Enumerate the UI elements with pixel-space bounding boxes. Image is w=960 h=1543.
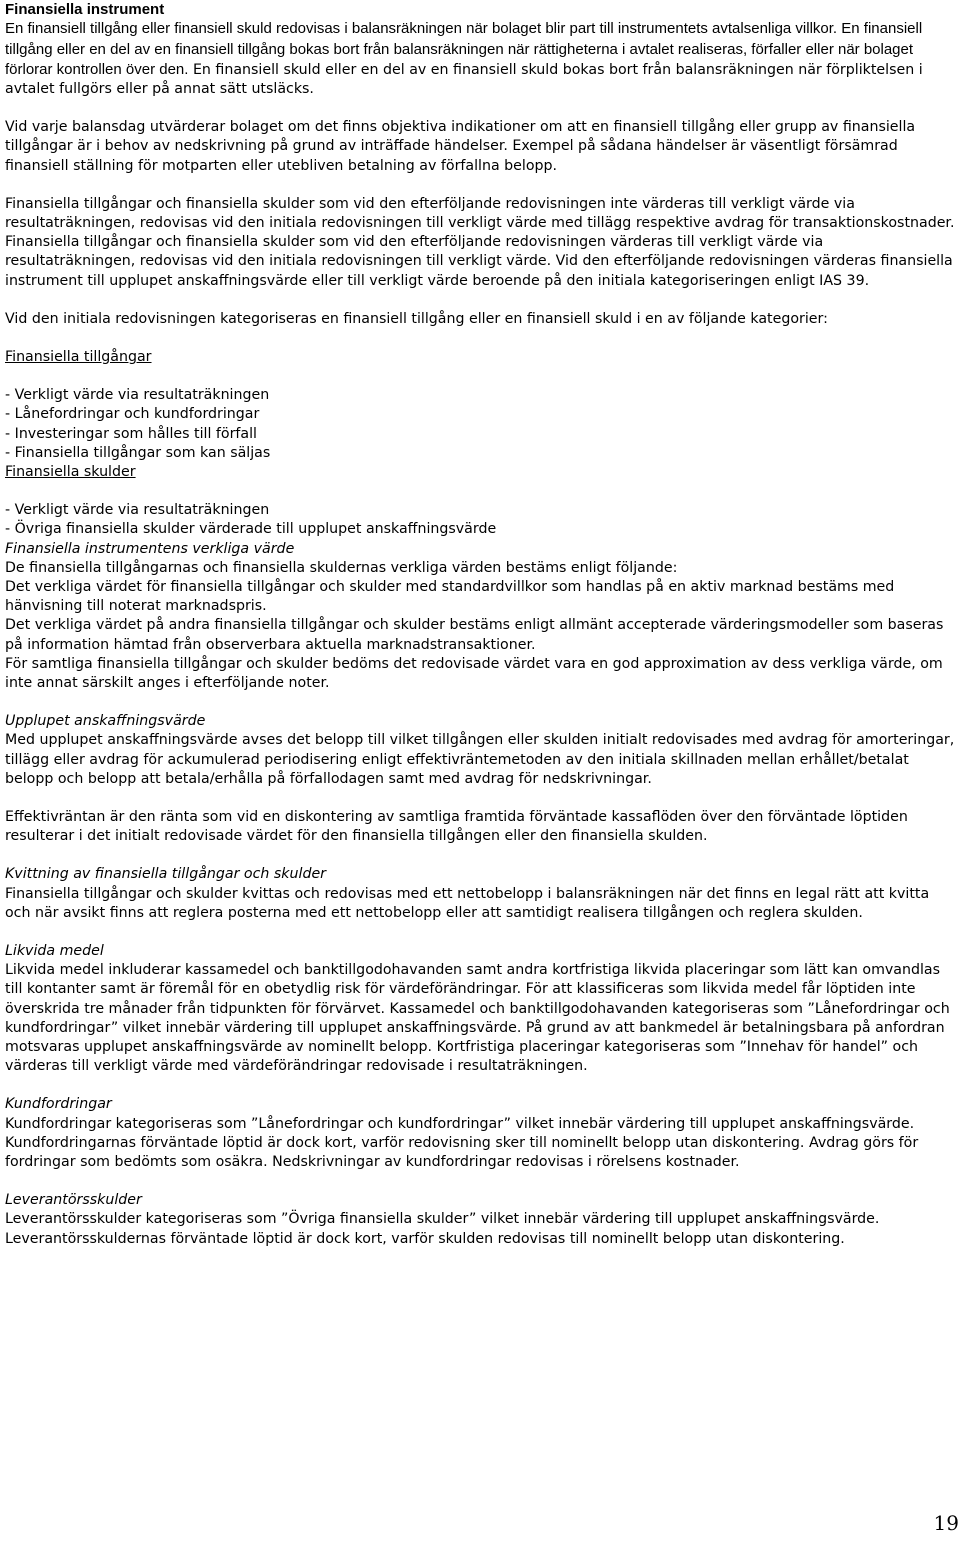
amortized-cost-text: Med upplupet anskaffningsvärde avses det belopp till vilket tillgången eller skulden initialt redovisades med avdrag för amorteringar, tillägg eller avdrag för ackumulerad periodisering enligt effektivräntemetoden av den initiala skillnaden mellan erhållet/betalat belopp och belopp att betala/erhålla på förfallodagen samt med avdrag för nedskrivningar. [5,732,955,787]
fair-value-line: De finansiella tillgångarnas och finansiella skuldernas verkliga värden bestäms enligt följande: [5,559,678,576]
intro-text-part-1: En finansiell tillgång eller finansiell skuld redovisas i balansräkningen när bolaget blir part till instrumentets avtalsenliga villkor. En finansiell tillgång eller en del av en finansiell tillgång bokas bort från balansräkningen när rättigheterna i avtalet realiseras, förfaller eller när bolaget förlorar kontrollen över den. [5,20,923,78]
intro-text-part-2: En finansiell skuld eller en del av en finansiell skuld bokas bort från balansräkningen när förpliktelsen i avtalet fullgörs eller på annat sätt utsläcks. [5,61,923,97]
receivables-section [5,1095,957,1172]
page-number: 19 [933,1511,959,1535]
assets-list [5,386,957,463]
offsetting-section [5,865,957,923]
fair-value-line: Det verkliga värdet på andra finansiella tillgångar och skulder bestäms enligt allmänt accepterade värderingsmodeller som baseras på information hämtad från observerbara aktuella marknadstransaktioner. [5,617,944,653]
fair-value-section [5,540,957,694]
liabilities-list [5,501,957,539]
section-heading: Finansiella instrument [5,1,165,18]
categories-intro: Vid den initiala redovisningen kategoriseras en finansiell tillgång eller en finansiell skuld i en av följande kategorier: [5,310,828,327]
cash-section [5,942,957,1076]
payables-text: Leverantörsskulder kategoriseras som ”Övriga finansiella skulder” vilket innebär värdering till upplupet anskaffningsvärde. Leverantörsskuldernas förväntade löptid är dock kort, varför skulden redovisas till nominellt belopp utan diskontering. [5,1211,880,1247]
payables-heading: Leverantörsskulder [5,1192,142,1209]
offsetting-text: Finansiella tillgångar och skulder kvittas och redovisas med ett nettobelopp i balansräkningen när det finns en legal rätt att kvitta och när avsikt finns att reglera posterna med ett nettobelopp eller att samtidigt realisera tillgången och reglera skulden. [5,885,930,921]
document-page [5,0,957,1249]
fair-value-line: För samtliga finansiella tillgångar och skulder bedöms det redovisade värdet vara en god approximation av dess verkliga värde, om inte annat särskilt anges i efterföljande noter. [5,655,943,691]
list-item: - Investeringar som hålles till förfall [5,425,258,442]
effective-rate-paragraph: Effektivräntan är den ränta som vid en diskontering av samtliga framtida förväntade kassaflöden över den förväntade löptiden resulterar i det initialt redovisade värdet för den finansiella tillgången eller den finansiella skulden. [5,809,908,845]
fair-value-heading: Finansiella instrumentens verkliga värde [5,540,295,557]
assets-heading: Finansiella tillgångar [5,348,152,365]
initial-recognition-paragraph [5,195,957,291]
amortized-cost-section [5,712,957,789]
list-item: - Finansiella tillgångar som kan säljas [5,444,271,461]
list-item: - Verkligt värde via resultaträkningen [5,502,270,519]
cash-text: Likvida medel inkluderar kassamedel och banktillgodohavanden samt andra kortfristiga likvida placeringar som lätt kan omvandlas till kontanter samt är föremål för en obetydlig risk för värdeförändringar. För att klassificeras som likvida medel får löptiden inte överskrida tre månader från tidpunkten för förvärvet. Kassamedel och banktillgodohavanden kategoriseras som ”Lånefordringar och kundfordringar” vilket innebär värdering till upplupet anskaffningsvärde. På grund av att bankmedel är betalningsbara på anfordran motsvaras upplupet anskaffningsvärde av nominellt belopp. Kortfristiga placeringar kategoriseras som ”Innehav för handel” och värderas till verkligt värde med värdeförändringar redovisade i resultaträkningen. [5,962,950,1075]
initial-recognition-part-3: Vid den efterföljande redovisningen värderas finansiella instrument till upplupet anskaffningsvärde eller till verkligt värde beroende på den initiala kategoriseringen enligt IAS 39. [5,253,953,289]
offsetting-heading: Kvittning av finansiella tillgångar och skulder [5,866,327,883]
payables-section [5,1191,957,1249]
impairment-paragraph [5,118,957,176]
fair-value-line: Det verkliga värdet för finansiella tillgångar och skulder med standardvillkor som handlas på en aktiv marknad bestäms med hänvisning till noterat marknadspris. [5,578,895,615]
list-item: - Övriga finansiella skulder värderade till upplupet anskaffningsvärde [5,521,497,538]
amortized-cost-heading: Upplupet anskaffningsvärde [5,713,206,730]
cash-heading: Likvida medel [5,943,104,960]
initial-recognition-part-2: Finansiella tillgångar och finansiella skulder som vid den efterföljande redovisningen värderas till verkligt värde via resultaträkningen, redovisas vid den initiala redovisningen till verkligt värde. [5,234,824,270]
impairment-text-part-2: Exempel på sådana händelser är väsentligt försämrad finansiell ställning för motparten eller utebliven betalning av förfallna belopp. [5,138,898,174]
list-item: - Lånefordringar och kundfordringar [5,406,260,423]
impairment-text-part-1: Vid varje balansdag utvärderar bolaget om det finns objektiva indikationer om att en finansiell tillgång eller grupp av finansiella tillgångar är i behov av nedskrivning på grund av inträffade händelser. [5,119,916,155]
intro-paragraph [5,19,957,99]
liabilities-heading: Finansiella skulder [5,463,136,480]
receivables-heading: Kundfordringar [5,1096,112,1113]
initial-recognition-part-1: Finansiella tillgångar och finansiella skulder som vid den efterföljande redovisningen inte värderas till verkligt värde via resultaträkningen, redovisas vid den initiala redovisningen till verkligt värde med tillägg respektive avdrag för transaktionskostnader. [5,195,955,231]
list-item: - Verkligt värde via resultaträkningen [5,387,270,404]
receivables-text: Kundfordringar kategoriseras som ”Lånefordringar och kundfordringar” vilket innebär värdering till upplupet anskaffningsvärde. Kundfordringarnas förväntade löptid är dock kort, varför redovisning sker till nominellt belopp utan diskontering. Avdrag görs för fordringar som bedömts som osäkra. Nedskrivningar av kundfordringar redovisas i rörelsens kostnader. [5,1115,919,1171]
